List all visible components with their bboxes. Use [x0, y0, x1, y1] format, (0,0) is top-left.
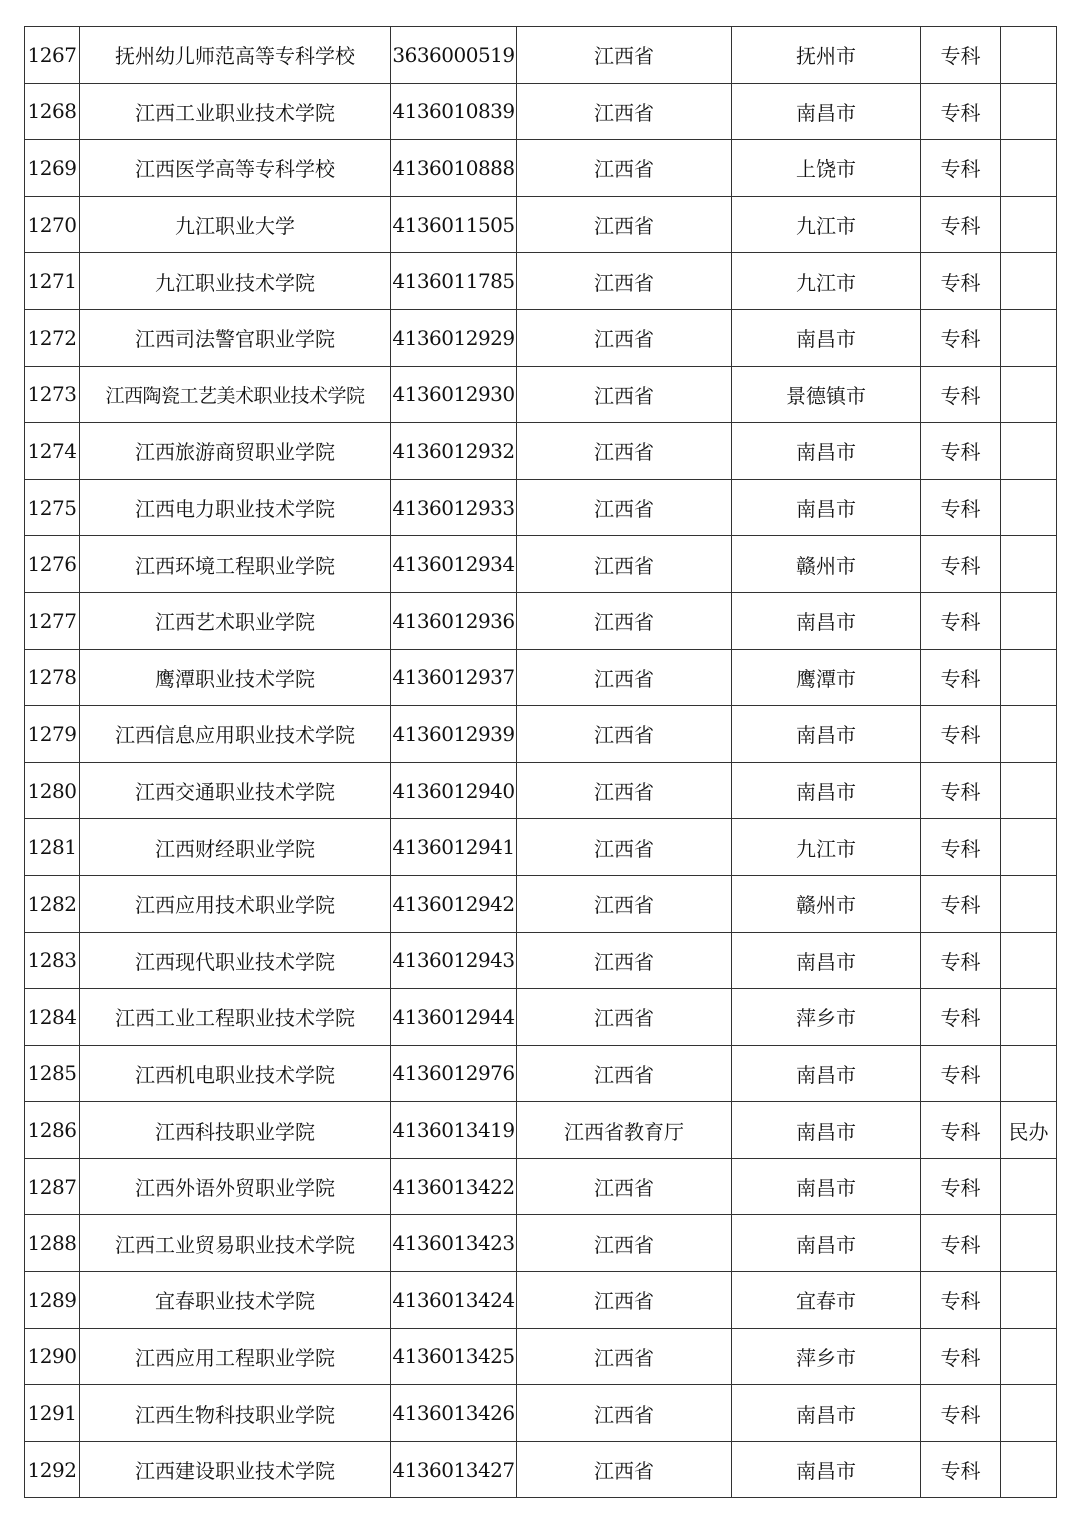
note-cell [1001, 762, 1057, 819]
table-row [25, 83, 1057, 140]
level-cell: 专科 [921, 989, 1001, 1046]
authority-cell: 江西省 [517, 1215, 732, 1272]
city-cell: 南昌市 [732, 83, 921, 140]
authority-cell: 江西省 [517, 649, 732, 706]
school-code-cell: 4136011785 [391, 253, 517, 310]
school-code-cell: 4136012976 [391, 1045, 517, 1102]
level-cell: 专科 [921, 536, 1001, 593]
school-name-cell: 江西建设职业技术学院 [80, 1441, 391, 1498]
note-cell [1001, 706, 1057, 763]
table-row [25, 649, 1057, 706]
authority-cell: 江西省 [517, 1272, 732, 1329]
table-row [25, 762, 1057, 819]
school-code-cell: 4136012929 [391, 309, 517, 366]
school-name-cell: 江西艺术职业学院 [80, 592, 391, 649]
table-row [25, 536, 1057, 593]
school-name-cell: 江西现代职业技术学院 [80, 932, 391, 989]
table-row [25, 1328, 1057, 1385]
school-code-cell: 4136012933 [391, 479, 517, 536]
note-cell [1001, 1385, 1057, 1442]
school-name-cell: 江西财经职业学院 [80, 819, 391, 876]
table-body [25, 27, 1057, 1498]
school-name-cell: 江西司法警官职业学院 [80, 309, 391, 366]
serial-number-cell: 1280 [25, 762, 80, 819]
level-cell: 专科 [921, 875, 1001, 932]
city-cell: 萍乡市 [732, 989, 921, 1046]
authority-cell: 江西省 [517, 536, 732, 593]
city-cell: 抚州市 [732, 27, 921, 84]
school-name-cell: 九江职业技术学院 [80, 253, 391, 310]
serial-number-cell: 1271 [25, 253, 80, 310]
school-name-cell: 江西工业工程职业技术学院 [80, 989, 391, 1046]
school-code-cell: 4136013426 [391, 1385, 517, 1442]
level-cell: 专科 [921, 253, 1001, 310]
city-cell: 南昌市 [732, 423, 921, 480]
serial-number-cell: 1269 [25, 140, 80, 197]
serial-number-cell: 1268 [25, 83, 80, 140]
authority-cell: 江西省 [517, 706, 732, 763]
table-row [25, 989, 1057, 1046]
level-cell: 专科 [921, 762, 1001, 819]
serial-number-cell: 1272 [25, 309, 80, 366]
table-row [25, 1272, 1057, 1329]
authority-cell: 江西省 [517, 479, 732, 536]
city-cell: 萍乡市 [732, 1328, 921, 1385]
level-cell: 专科 [921, 1215, 1001, 1272]
authority-cell: 江西省 [517, 309, 732, 366]
table-row [25, 1045, 1057, 1102]
level-cell: 专科 [921, 1328, 1001, 1385]
level-cell: 专科 [921, 1102, 1001, 1159]
school-name-cell: 江西应用技术职业学院 [80, 875, 391, 932]
table-row [25, 140, 1057, 197]
note-cell [1001, 989, 1057, 1046]
city-cell: 南昌市 [732, 1385, 921, 1442]
school-code-cell: 4136013427 [391, 1441, 517, 1498]
school-code-cell: 4136012944 [391, 989, 517, 1046]
note-cell [1001, 932, 1057, 989]
city-cell: 南昌市 [732, 1441, 921, 1498]
note-cell: 民办 [1001, 1102, 1057, 1159]
authority-cell: 江西省 [517, 989, 732, 1046]
school-name-cell: 江西外语外贸职业学院 [80, 1158, 391, 1215]
table-row [25, 1441, 1057, 1498]
city-cell: 南昌市 [732, 1215, 921, 1272]
city-cell: 九江市 [732, 196, 921, 253]
note-cell [1001, 140, 1057, 197]
school-name-cell: 九江职业大学 [80, 196, 391, 253]
table-row [25, 196, 1057, 253]
school-name-cell: 江西信息应用职业技术学院 [80, 706, 391, 763]
note-cell [1001, 83, 1057, 140]
school-name-cell: 江西工业贸易职业技术学院 [80, 1215, 391, 1272]
school-code-cell: 4136012942 [391, 875, 517, 932]
note-cell [1001, 423, 1057, 480]
authority-cell: 江西省 [517, 140, 732, 197]
table-row [25, 309, 1057, 366]
table-row [25, 253, 1057, 310]
school-code-cell: 4136013419 [391, 1102, 517, 1159]
city-cell: 南昌市 [732, 309, 921, 366]
note-cell [1001, 366, 1057, 423]
school-code-cell: 4136012939 [391, 706, 517, 763]
school-name-cell: 江西医学高等专科学校 [80, 140, 391, 197]
school-code-cell: 4136012937 [391, 649, 517, 706]
note-cell [1001, 196, 1057, 253]
city-cell: 鹰潭市 [732, 649, 921, 706]
note-cell [1001, 253, 1057, 310]
serial-number-cell: 1284 [25, 989, 80, 1046]
authority-cell: 江西省 [517, 27, 732, 84]
school-code-cell: 4136012943 [391, 932, 517, 989]
note-cell [1001, 649, 1057, 706]
school-name-cell: 江西陶瓷工艺美术职业技术学院 [80, 366, 391, 423]
school-name-cell: 江西机电职业技术学院 [80, 1045, 391, 1102]
note-cell [1001, 875, 1057, 932]
authority-cell: 江西省 [517, 253, 732, 310]
serial-number-cell: 1287 [25, 1158, 80, 1215]
table-row [25, 1215, 1057, 1272]
table-row [25, 1158, 1057, 1215]
level-cell: 专科 [921, 140, 1001, 197]
school-code-cell: 4136013422 [391, 1158, 517, 1215]
serial-number-cell: 1286 [25, 1102, 80, 1159]
serial-number-cell: 1267 [25, 27, 80, 84]
table-row [25, 1385, 1057, 1442]
city-cell: 南昌市 [732, 592, 921, 649]
note-cell [1001, 1215, 1057, 1272]
level-cell: 专科 [921, 1385, 1001, 1442]
note-cell [1001, 1045, 1057, 1102]
authority-cell: 江西省 [517, 932, 732, 989]
authority-cell: 江西省 [517, 819, 732, 876]
school-name-cell: 江西交通职业技术学院 [80, 762, 391, 819]
school-list-table [24, 26, 1057, 1498]
city-cell: 九江市 [732, 253, 921, 310]
table-row [25, 1102, 1057, 1159]
school-code-cell: 4136010839 [391, 83, 517, 140]
level-cell: 专科 [921, 1272, 1001, 1329]
note-cell [1001, 479, 1057, 536]
level-cell: 专科 [921, 309, 1001, 366]
table-row [25, 875, 1057, 932]
table-row [25, 592, 1057, 649]
school-name-cell: 江西环境工程职业学院 [80, 536, 391, 593]
table-row [25, 366, 1057, 423]
school-name-cell: 鹰潭职业技术学院 [80, 649, 391, 706]
table-row [25, 27, 1057, 84]
city-cell: 赣州市 [732, 536, 921, 593]
school-name-cell: 江西应用工程职业学院 [80, 1328, 391, 1385]
city-cell: 南昌市 [732, 479, 921, 536]
city-cell: 景德镇市 [732, 366, 921, 423]
level-cell: 专科 [921, 1441, 1001, 1498]
level-cell: 专科 [921, 196, 1001, 253]
table-row [25, 479, 1057, 536]
city-cell: 上饶市 [732, 140, 921, 197]
level-cell: 专科 [921, 932, 1001, 989]
authority-cell: 江西省 [517, 592, 732, 649]
table-row [25, 819, 1057, 876]
serial-number-cell: 1288 [25, 1215, 80, 1272]
authority-cell: 江西省 [517, 83, 732, 140]
school-code-cell: 4136012934 [391, 536, 517, 593]
note-cell [1001, 536, 1057, 593]
note-cell [1001, 1328, 1057, 1385]
table-row [25, 706, 1057, 763]
serial-number-cell: 1279 [25, 706, 80, 763]
school-name-cell: 江西科技职业学院 [80, 1102, 391, 1159]
city-cell: 南昌市 [732, 706, 921, 763]
authority-cell: 江西省 [517, 875, 732, 932]
level-cell: 专科 [921, 649, 1001, 706]
serial-number-cell: 1291 [25, 1385, 80, 1442]
authority-cell: 江西省 [517, 366, 732, 423]
school-code-cell: 4136012932 [391, 423, 517, 480]
city-cell: 南昌市 [732, 1045, 921, 1102]
serial-number-cell: 1289 [25, 1272, 80, 1329]
level-cell: 专科 [921, 479, 1001, 536]
city-cell: 南昌市 [732, 932, 921, 989]
serial-number-cell: 1274 [25, 423, 80, 480]
serial-number-cell: 1278 [25, 649, 80, 706]
table-row [25, 423, 1057, 480]
school-name-cell: 宜春职业技术学院 [80, 1272, 391, 1329]
serial-number-cell: 1283 [25, 932, 80, 989]
school-name-cell: 抚州幼儿师范高等专科学校 [80, 27, 391, 84]
serial-number-cell: 1270 [25, 196, 80, 253]
level-cell: 专科 [921, 83, 1001, 140]
authority-cell: 江西省 [517, 1045, 732, 1102]
city-cell: 赣州市 [732, 875, 921, 932]
serial-number-cell: 1275 [25, 479, 80, 536]
school-name-cell: 江西工业职业技术学院 [80, 83, 391, 140]
school-code-cell: 4136013425 [391, 1328, 517, 1385]
school-name-cell: 江西电力职业技术学院 [80, 479, 391, 536]
school-code-cell: 4136012936 [391, 592, 517, 649]
level-cell: 专科 [921, 423, 1001, 480]
school-code-cell: 3636000519 [391, 27, 517, 84]
school-name-cell: 江西生物科技职业学院 [80, 1385, 391, 1442]
authority-cell: 江西省 [517, 423, 732, 480]
authority-cell: 江西省 [517, 1385, 732, 1442]
level-cell: 专科 [921, 1158, 1001, 1215]
city-cell: 南昌市 [732, 1158, 921, 1215]
serial-number-cell: 1282 [25, 875, 80, 932]
school-code-cell: 4136010888 [391, 140, 517, 197]
level-cell: 专科 [921, 592, 1001, 649]
school-code-cell: 4136012930 [391, 366, 517, 423]
school-code-cell: 4136013423 [391, 1215, 517, 1272]
note-cell [1001, 1272, 1057, 1329]
city-cell: 九江市 [732, 819, 921, 876]
city-cell: 南昌市 [732, 1102, 921, 1159]
note-cell [1001, 592, 1057, 649]
serial-number-cell: 1285 [25, 1045, 80, 1102]
serial-number-cell: 1281 [25, 819, 80, 876]
school-code-cell: 4136011505 [391, 196, 517, 253]
note-cell [1001, 819, 1057, 876]
serial-number-cell: 1273 [25, 366, 80, 423]
note-cell [1001, 309, 1057, 366]
serial-number-cell: 1292 [25, 1441, 80, 1498]
school-code-cell: 4136012941 [391, 819, 517, 876]
level-cell: 专科 [921, 366, 1001, 423]
authority-cell: 江西省教育厅 [517, 1102, 732, 1159]
note-cell [1001, 27, 1057, 84]
note-cell [1001, 1158, 1057, 1215]
serial-number-cell: 1290 [25, 1328, 80, 1385]
level-cell: 专科 [921, 27, 1001, 84]
school-name-cell: 江西旅游商贸职业学院 [80, 423, 391, 480]
note-cell [1001, 1441, 1057, 1498]
city-cell: 南昌市 [732, 762, 921, 819]
level-cell: 专科 [921, 706, 1001, 763]
level-cell: 专科 [921, 819, 1001, 876]
authority-cell: 江西省 [517, 1158, 732, 1215]
authority-cell: 江西省 [517, 1441, 732, 1498]
serial-number-cell: 1277 [25, 592, 80, 649]
serial-number-cell: 1276 [25, 536, 80, 593]
authority-cell: 江西省 [517, 762, 732, 819]
school-code-cell: 4136013424 [391, 1272, 517, 1329]
authority-cell: 江西省 [517, 196, 732, 253]
city-cell: 宜春市 [732, 1272, 921, 1329]
authority-cell: 江西省 [517, 1328, 732, 1385]
school-code-cell: 4136012940 [391, 762, 517, 819]
table-row [25, 932, 1057, 989]
level-cell: 专科 [921, 1045, 1001, 1102]
